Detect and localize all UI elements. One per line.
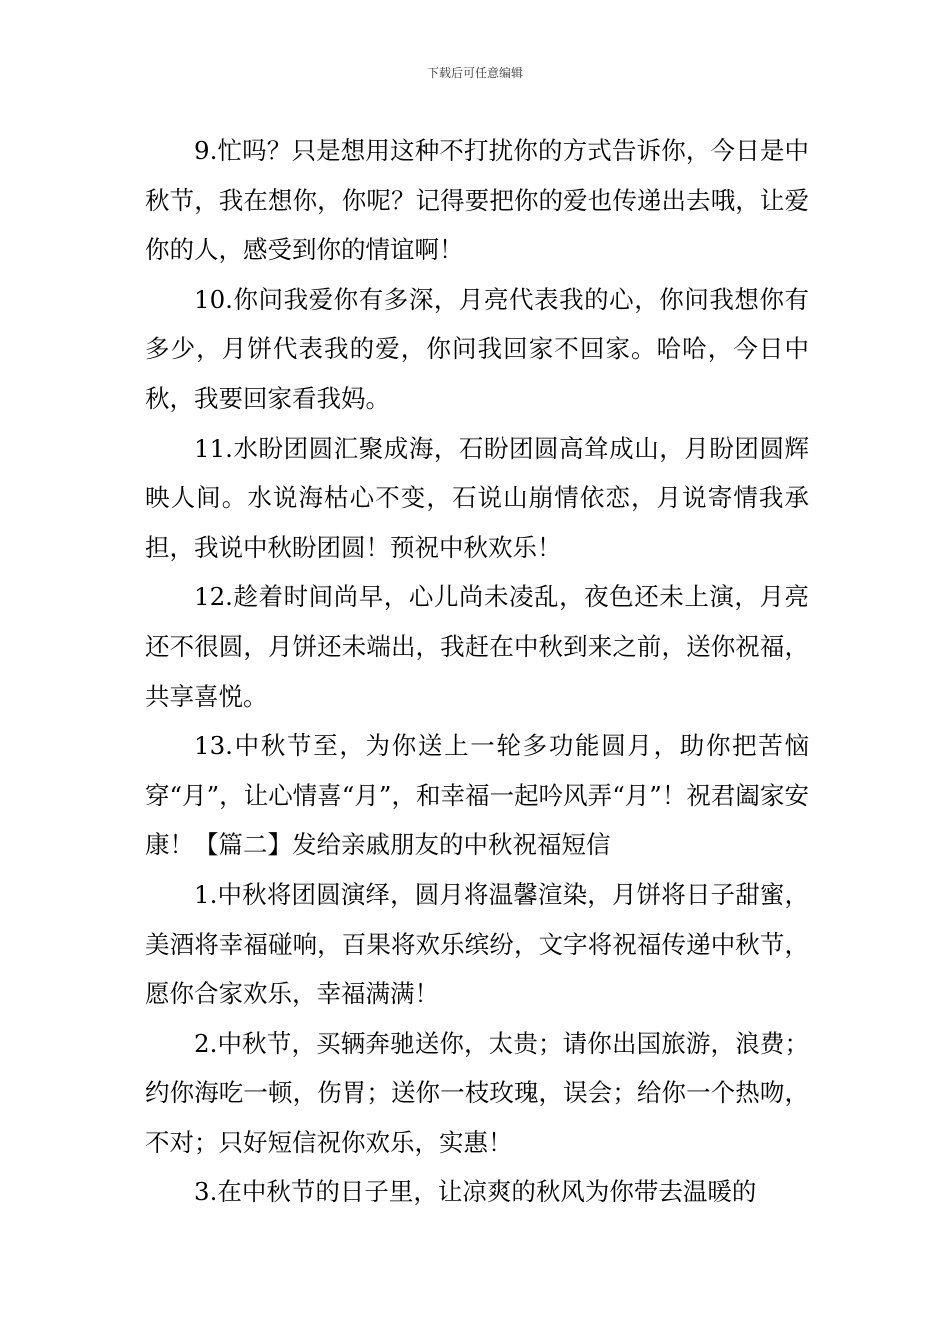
paragraph-part2-2: 2.中秋节，买辆奔驰送你，太贵；请你出国旅游，浪费；约你海吃一顿，伤胃；送你一枝玫瑰，误会；给你一个热吻，不对；只好短信祝你欢乐，实惠！ — [145, 1028, 809, 1157]
paragraph-11: 11.水盼团圆汇聚成海，石盼团圆高耸成山，月盼团圆辉映人间。水说海枯心不变，石说山崩情依恋，月说寄情我承担，我说中秋盼团圆！预祝中秋欢乐！ — [145, 433, 809, 562]
paragraph-part2-1: 1.中秋将团圆演绎，圆月将温馨渲染，月饼将日子甜蜜，美酒将幸福碰响，百果将欢乐缤纷，文字将祝福传递中秋节，愿你合家欢乐，幸福满满！ — [145, 879, 809, 1009]
paragraph-12: 12.趁着时间尚早，心儿尚未凌乱，夜色还未上演，月亮还不很圆，月饼还未端出，我赶在中秋到来之前，送你祝福，共享喜悦。 — [145, 582, 809, 711]
paragraph-part2-3: 3.在中秋节的日子里，让凉爽的秋风为你带去温暖的 — [194, 1177, 757, 1207]
document-body — [145, 126, 809, 1217]
paragraph-9: 9.忙吗？只是想用这种不打扰你的方式告诉你，今日是中秋节，我在想你，你呢？记得要把你的爱也传递出去哦，让爱你的人，感受到你的情谊啊！ — [145, 136, 809, 265]
paragraph-13: 13.中秋节至，为你送上一轮多功能圆月，助你把苦恼穿“月”，让心情喜“月”，和幸福一起吟风弄“月”！祝君阖家安康！【篇二】发给亲戚朋友的中秋祝福短信 — [145, 731, 809, 860]
page-header: 下载后可任意编辑 — [426, 66, 523, 80]
paragraph-10: 10.你问我爱你有多深，月亮代表我的心，你问我想你有多少，月饼代表我的爱，你问我回家不回家。哈哈，今日中秋，我要回家看我妈。 — [145, 284, 809, 413]
